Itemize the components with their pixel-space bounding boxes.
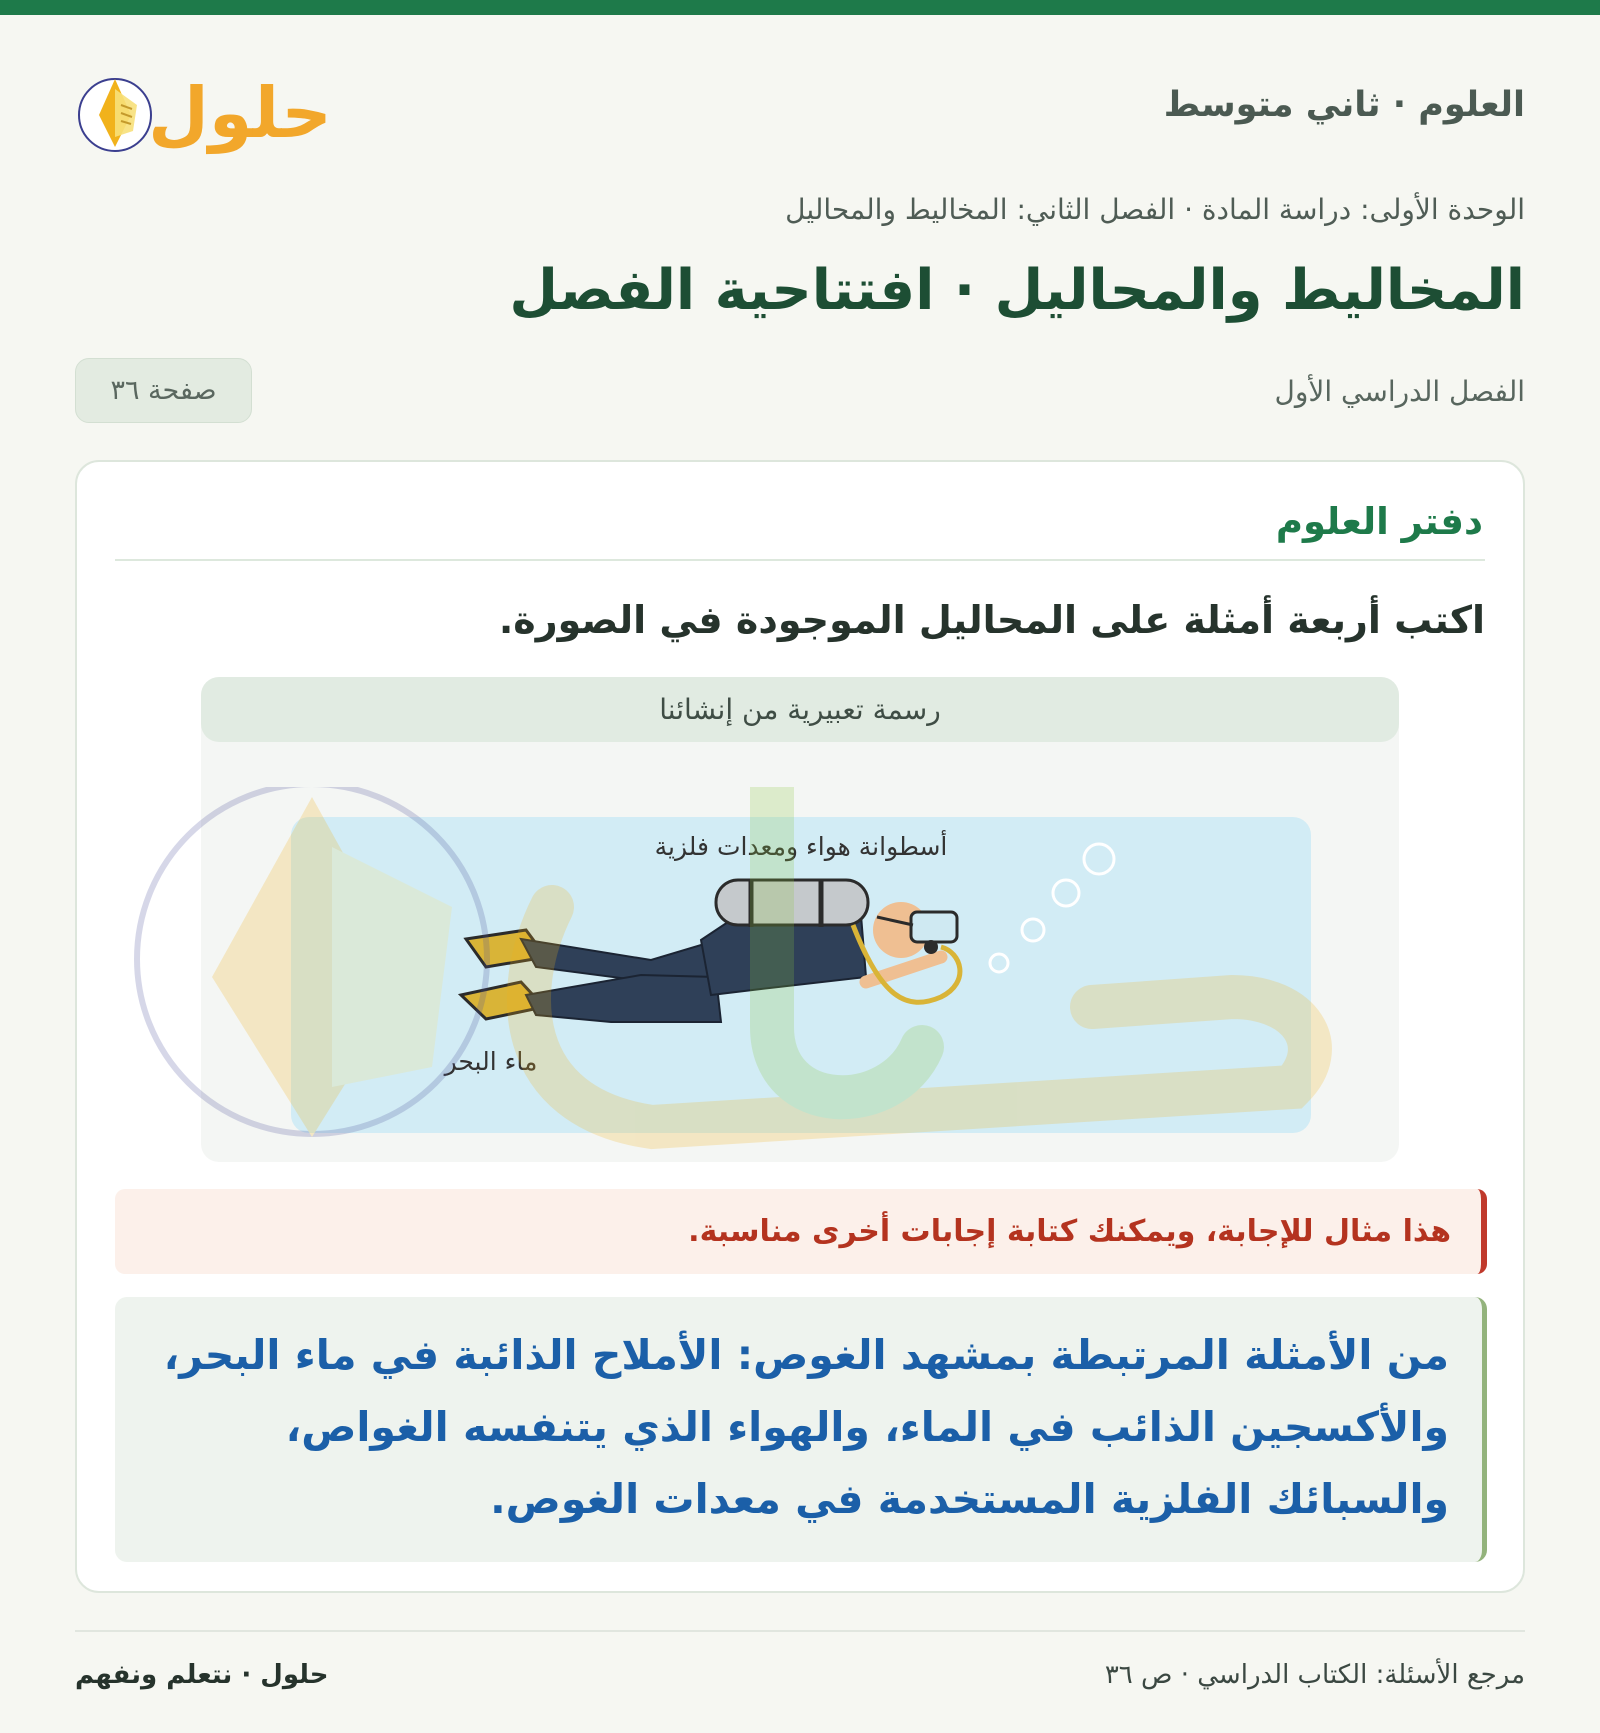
top-accent-bar — [0, 0, 1600, 15]
diver-scene — [201, 677, 1399, 1162]
header — [75, 45, 1525, 170]
diver-illustration — [201, 677, 1399, 1162]
sample-answer-note: هذا مثال للإجابة، ويمكنك كتابة إجابات أخرى مناسبة. — [115, 1189, 1487, 1274]
semester-label: الفصل الدراسي الأول — [1274, 375, 1525, 408]
figure-caption: رسمة تعبيرية من إنشائنا — [201, 677, 1399, 742]
question-text: اكتب أربعة أمثلة على المحاليل الموجودة في الصورة. — [498, 598, 1485, 642]
footer-brand: حلول · نتعلم ونفهم — [75, 1660, 329, 1690]
air-tank — [716, 880, 868, 925]
subject-title: العلوم · ثاني متوسط — [1163, 85, 1525, 125]
card-divider — [115, 559, 1485, 561]
page-number-badge: صفحة ٣٦ — [75, 358, 252, 423]
tank-label: أسطوانة هواء ومعدات فلزية — [654, 832, 948, 861]
page-title: المخاليط والمحاليل · افتتاحية الفصل — [509, 258, 1525, 323]
footer-divider — [75, 1630, 1525, 1632]
card-title: دفتر العلوم — [1275, 500, 1483, 543]
breadcrumb: الوحدة الأولى: دراسة المادة · الفصل الثاني: المخاليط والمحاليل — [785, 193, 1525, 226]
diver-mask — [911, 912, 957, 942]
logo-text: حلول — [148, 72, 332, 154]
science-notebook-card — [75, 460, 1525, 1593]
water-label: ماء البحر — [444, 1047, 538, 1076]
logo[interactable] — [75, 55, 335, 165]
answer-text: من الأمثلة المرتبطة بمشهد الغوص: الأملاح الذائبة في ماء البحر، والأكسجين الذائب في الماء، والهواء الذي يتنفسه الغواص، والسبائك الفلزية المستخدمة في معدات الغوص. — [115, 1297, 1487, 1562]
footer-reference: مرجع الأسئلة: الكتاب الدراسي · ص ٣٦ — [1104, 1660, 1525, 1690]
